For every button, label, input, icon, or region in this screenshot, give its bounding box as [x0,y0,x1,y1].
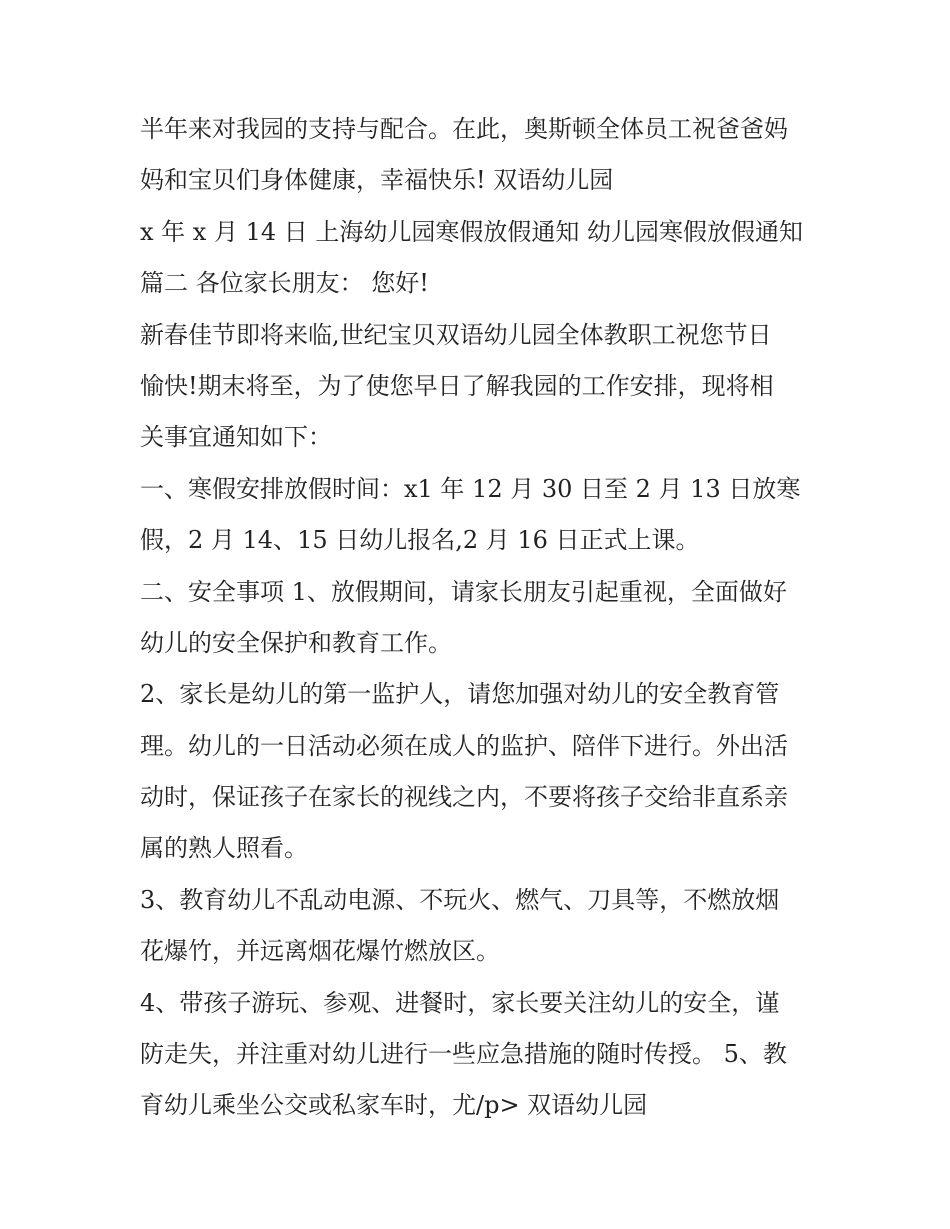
text-line: 妈和宝贝们身体健康，幸福快乐! 双语幼儿园 [140,166,614,195]
text-line: x 年 x 月 14 日 上海幼儿园寒假放假通知 幼儿园寒假放假通知 [140,217,804,246]
text-line: 新春佳节即将来临,世纪宝贝双语幼儿园全体教职工祝您节日 [140,320,772,349]
text-line: 2、家长是幼儿的第一监护人，请您加强对幼儿的安全教育管 [140,680,780,709]
text-line: 防走失，并注重对幼儿进行一些应急措施的随时传授。 5、教 [140,1040,787,1069]
text-line: 3、教育幼儿不乱动电源、不玩火、燃气、刀具等，不燃放烟 [140,885,780,914]
text-line: 花爆竹，并远离烟花爆竹燃放区。 [140,937,500,966]
document-body [140,104,820,1132]
text-line: 二、安全事项 1、放假期间，请家长朋友引起重视，全面做好 [140,577,787,606]
text-line: 关事宜通知如下： [140,423,332,452]
text-line: 理。幼儿的一日活动必须在成人的监护、陪伴下进行。外出活 [140,731,788,760]
text-line: 育幼儿乘坐公交或私家车时，尤/p> 双语幼儿园 [140,1091,648,1120]
text-line: 篇二 各位家长朋友： 您好! [140,269,429,298]
text-line: 一、寒假安排放假时间：x1 年 12 月 30 日至 2 月 13 日放寒 [140,474,801,503]
text-line: 属的熟人照看。 [140,834,308,863]
text-line: 愉快!期末将至，为了使您早日了解我园的工作安排，现将相 [140,371,774,400]
text-line: 幼儿的安全保护和教育工作。 [140,628,452,657]
text-line: 动时，保证孩子在家长的视线之内，不要将孩子交给非直系亲 [140,783,788,812]
text-line: 半年来对我园的支持与配合。在此，奥斯顿全体员工祝爸爸妈 [140,115,788,143]
text-line: 假，2 月 14、15 日幼儿报名,2 月 16 日正式上课。 [140,526,700,555]
text-line: 4、带孩子游玩、参观、进餐时，家长要关注幼儿的安全，谨 [140,988,780,1017]
